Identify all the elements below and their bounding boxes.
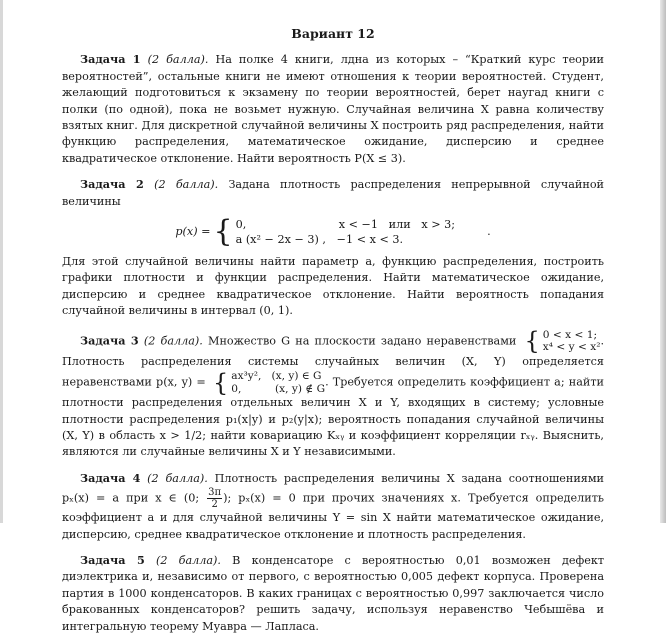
fraction-numerator: 3π [208, 487, 222, 499]
task-3-text-c: . Требуется определить коэффициент a; найти плотности распределения отдельных величин X и Y, входящих в систему; условные плотности распределения p₁(x|y) и p₂(y|x); вероятность попадания случайной величины (X, Y) в область x > 1/2; найти ковариацию Kₓᵧ и коэффициент корреляции rₓᵧ. Выяснить, являются ли случайные величины X и Y независимыми. [62, 375, 604, 459]
region-system: { 0 < x < 1; x⁴ < y < x² [524, 327, 601, 356]
task-2-points: (2 балла). [154, 178, 219, 192]
task-5-text: В конденсаторе с вероятностью 0,01 возможен дефект диэлектрика и, независимо от первого, с вероятностью 0,005 дефект корпуса. Проверена партия в 1000 конденсаторов. В каких границах с вероятностью 0,997 заключается число бракованных конденсаторов? решить задачу, используя неравенство Чебышёва и интегральную теорему Муавра — Лапласа. [62, 553, 605, 633]
page-title: Вариант 12 [291, 26, 375, 41]
task-1-points: (2 балла). [147, 53, 209, 67]
formula-case-1: 0, x < −1 или x > 3; [235, 218, 456, 232]
task-2-text: Для этой случайной величины найти параметр a, функцию распределения, построить графики плотности и функции распределения. Найти математическое ожидание, дисперсию и среднее квадратическое отклонение. Найти вероятность попадания случайной величины в интервал (0, 1). [62, 255, 604, 318]
task-3-label: Задача 3 [80, 333, 139, 348]
page-left-edge [0, 0, 3, 523]
page-right-edge [660, 0, 666, 523]
region-ineq-2: x⁴ < y < x² [542, 341, 601, 354]
formula-lhs: p(x) = [175, 224, 211, 238]
task-1-label: Задача 1 [80, 52, 141, 67]
task-4-label: Задача 4 [80, 470, 141, 485]
formula-brace: { [213, 214, 233, 250]
task-4 [62, 470, 604, 543]
task-5-points: (2 балла). [155, 553, 221, 567]
task-4-points: (2 балла). [147, 471, 208, 485]
task-2-intro: Задана плотность распределения непрерывной случайной величины [62, 178, 605, 208]
task-3-text-a: Множество G на плоскости задано неравенствами [207, 334, 517, 348]
task-5 [62, 552, 604, 635]
joint-density-case-1: ax³y², (x, y) ∈ G [231, 370, 322, 383]
task-5-label: Задача 5 [80, 552, 145, 567]
joint-density-case-2: 0, (x, y) ∉ G [231, 382, 326, 395]
task-3-text-b: . Плотность распределения системы случайных величин (X, Y) определяется неравенствами p(x, y) = [62, 334, 605, 389]
density-formula [62, 214, 604, 250]
formula-cases [236, 217, 455, 247]
formula-case-2: a (x² − 2x − 3) , −1 < x < 3. [235, 233, 404, 247]
fraction-denominator: 2 [211, 499, 218, 511]
task-1-text: На полке 4 книги, лдна из которых – “Краткий курс теории вероятностей”, остальные книги не имеют отношения к теории вероятностей. Студент, желающий подготовиться к экзамену по теории вероятностей, берет наугад книги с полки (по одной), пока не возьмет нужную. Случайная величина X равна количеству взятых книг. Для дискретной случайной величины X построить ряд распределения, найти функцию распределения, математическое ожидание, дисперсию и среднее квадратическое отклонение. Найти вероятность P(X ≤ 3). [62, 53, 604, 165]
task-1 [62, 51, 604, 167]
task-2 [62, 176, 604, 319]
joint-density-system: { ax³y², (x, y) ∈ G 0, (x, y) ∉ G [212, 368, 326, 397]
document-page [62, 26, 604, 635]
task-4-text-a: Плотность распределения величины X задана соотношениями pₓ(x) = a при x ∈ (0; [62, 471, 604, 505]
task-3-points: (2 балла). [143, 334, 203, 348]
formula-end: . [487, 224, 491, 238]
task-2-label: Задача 2 [80, 177, 144, 192]
task-3 [62, 329, 604, 461]
fraction-3pi-over-2 [207, 487, 222, 510]
task-4-text-b: ); pₓ(x) = 0 при прочих значениях x. Требуется определить коэффициент a и для случайной величины Y = sin X найти математическое ожидание, дисперсию, среднее квадратическое отклонение и плотность распределения. [62, 491, 605, 541]
region-ineq-1: 0 < x < 1; [542, 328, 598, 341]
